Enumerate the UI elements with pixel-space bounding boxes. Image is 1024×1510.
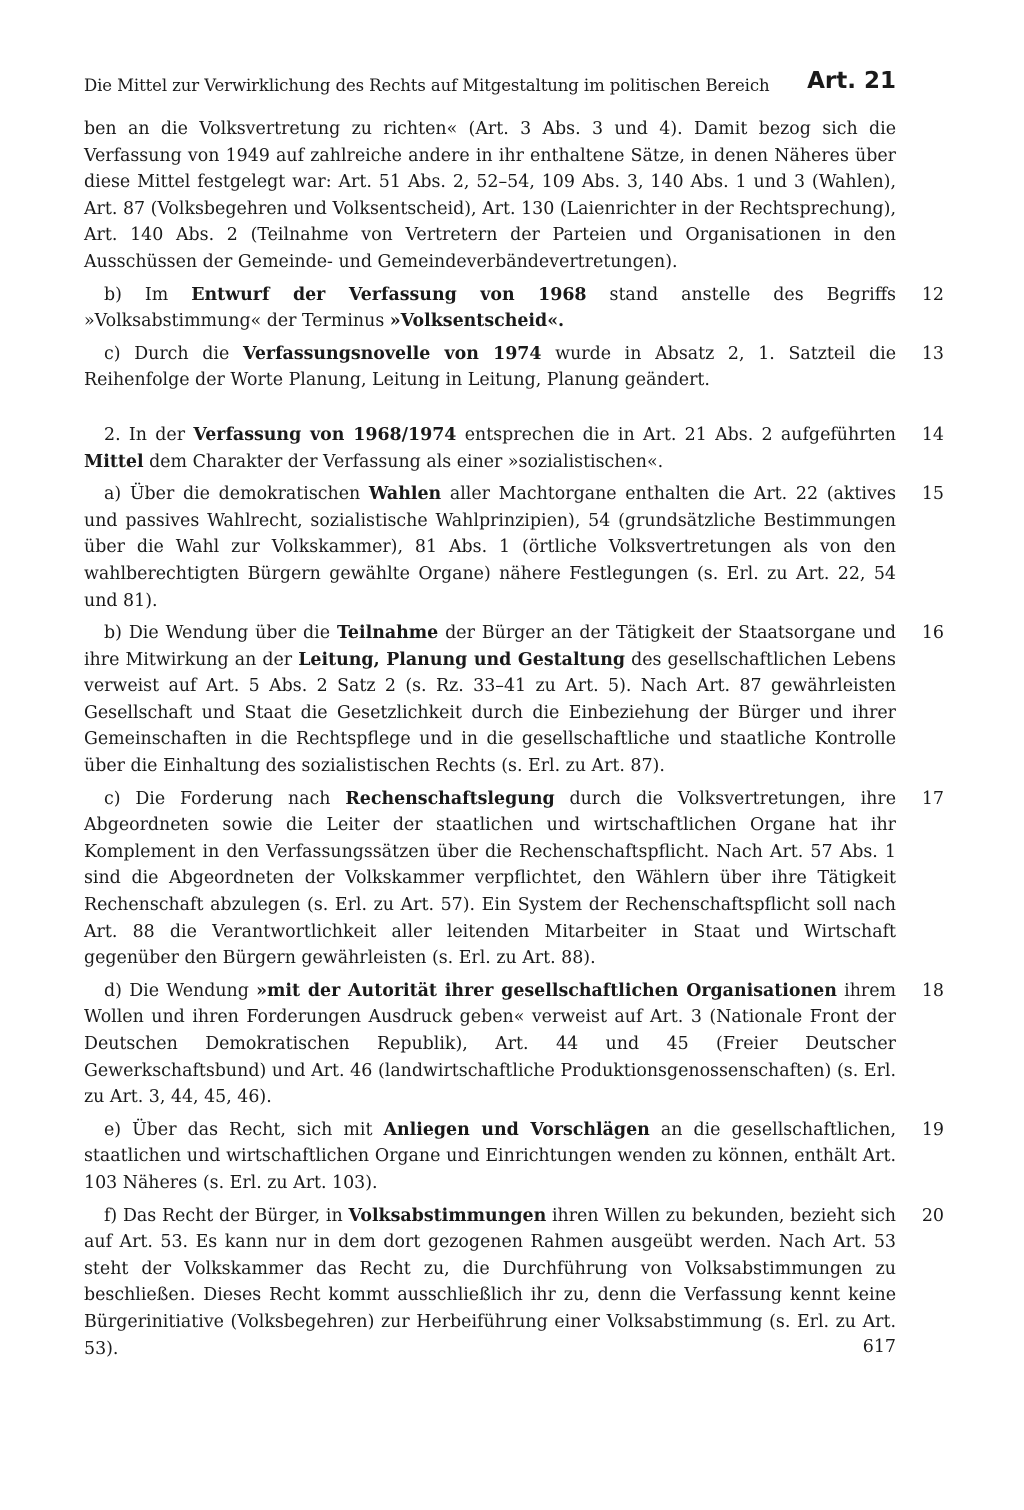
bold-term: Volksabstimmungen: [348, 1205, 547, 1226]
text-run: wurde in Absatz 2, 1. Satzteil die Reihenfolge der Worte Planung, Leitung in Leitung, Planung geändert.: [84, 343, 896, 391]
bold-term: Verfassungsnovelle von 1974: [242, 343, 542, 364]
text-run: e) Über das Recht, sich mit: [104, 1119, 384, 1140]
bold-term: Anliegen und Vorschlägen: [383, 1119, 650, 1140]
paragraph: [84, 282, 944, 335]
margin-number: 18: [921, 980, 944, 1001]
bold-term: Teilnahme: [336, 623, 439, 644]
paragraph: [84, 620, 944, 780]
bold-term: Leitung, Planung und Gestaltung: [298, 649, 626, 670]
text-run: c) Die Forderung nach: [104, 788, 346, 809]
paragraph: [84, 786, 944, 972]
text-run: 2. In der: [104, 424, 194, 445]
page-number: 617: [862, 1337, 896, 1357]
text-run: stand anstelle des Begriffs »Volksabstimmung« der Terminus: [84, 284, 896, 332]
paragraph: [84, 481, 944, 614]
text-run: ben an die Volksvertretung zu richten« (Art. 3 Abs. 3 und 4). Damit bezog sich die Verfassung von 1949 auf zahlreiche andere in ihr enthaltene Sätze, in denen Näheres über diese Mittel festgelegt war: Art. 51 Abs. 2, 52–54, 109 Abs. 3, 140 Abs. 1 und 3 (Wahlen), Art. 87 (Volksbegehren und Volksentscheid), Art. 130 (Laienrichter in der Rechtsprechung), Art. 140 Abs. 2 (Teilnahme von Vertretern der Parteien und Organisationen in den Ausschüssen der Gemeinde- und Gemeindeverbändevertretungen).: [84, 119, 896, 272]
text-run: a) Über die demokratischen: [104, 484, 369, 505]
bold-term: Wahlen: [368, 484, 442, 505]
bold-term: Rechenschaftslegung: [345, 788, 555, 809]
text-run: der Bürger an der Tätigkeit der Staatsorgane und ihre Mitwirkung an der: [84, 623, 896, 670]
paragraph: [84, 1203, 944, 1363]
bold-term: »Volksentscheid«.: [389, 311, 565, 332]
paragraph: [84, 116, 896, 276]
margin-number: 14: [921, 424, 944, 445]
text-run: aller Machtorgane enthalten die Art. 22 (aktives und passives Wahlrecht, sozialistische Wahlprinzipien), 54 (grundsätzliche Bestimmungen über die Wahl zur Volkskammer), 81 Abs. 1 (örtliche Volksvertretungen als von den wahlberechtigten Bürgern gewählte Organe) nähere Festlegungen (s. Erl. zu Art. 22, 54 und 81).: [84, 484, 896, 611]
margin-number: 16: [921, 623, 944, 644]
running-header: [84, 68, 896, 102]
text-run: an die gesellschaftlichen, staatlichen und wirtschaftlichen Organe und Einrichtungen wenden zu können, enthält Art. 103 Näheres (s. Erl. zu Art. 103).: [84, 1119, 896, 1193]
paragraph: [84, 341, 944, 394]
margin-number: 17: [921, 788, 944, 809]
body-text: [84, 116, 944, 1368]
text-run: entsprechen die in Art. 21 Abs. 2 aufgeführten: [456, 424, 896, 445]
running-title: Die Mittel zur Verwirklichung des Rechts auf Mitgestaltung im politischen Bereich: [84, 76, 770, 95]
paragraph: [84, 1117, 944, 1197]
margin-number: 15: [921, 484, 944, 505]
text-run: ihrem Wollen und ihren Forderungen Ausdruck geben« verweist auf Art. 3 (Nationale Front der Deutschen Demokratischen Republik), Art. 44 und 45 (Freier Deutscher Gewerkschaftsbund) und Art. 46 (landwirtschaftliche Produktionsgenossenschaften) (s. Erl. zu Art. 3, 44, 45, 46).: [84, 980, 896, 1108]
paragraph: [84, 422, 944, 475]
paragraph: [84, 978, 944, 1111]
text-run: f) Das Recht der Bürger, in: [104, 1205, 349, 1226]
bold-term: Entwurf der Verfassung von 1968: [191, 284, 587, 305]
bold-term: Mittel: [84, 451, 144, 472]
bold-term: »mit der Autorität ihrer gesellschaftlichen Organisationen: [256, 980, 837, 1001]
margin-number: 13: [921, 343, 944, 364]
text-run: dem Charakter der Verfassung als einer »sozialistischen«.: [143, 451, 664, 472]
text-run: d) Die Wendung: [104, 980, 257, 1001]
text-run: ihren Willen zu bekunden, bezieht sich auf Art. 53. Es kann nur in dem dort gezogenen Rahmen ausgeübt werden. Nach Art. 53 steht der Volkskammer das Recht zu, die Durchführung von Volksabstimmungen zu beschließen. Dieses Recht kommt ausschließlich ihr zu, denn die Verfassung kennt keine Bürgerinitiative (Volksbegehren) zur Herbeiführung einer Volksabstimmung (s. Erl. zu Art. 53).: [84, 1205, 896, 1359]
text-run: durch die Volksvertretungen, ihre Abgeordneten sowie die Leiter der staatlichen und wirtschaftlichen Organe hat ihr Komplement in den Verfassungssätzen über die Rechenschaftspflicht. Nach Art. 57 Abs. 1 sind die Abgeordneten der Volkskammer verpflichtet, den Wählern über ihre Tätigkeit Rechenschaft abzulegen (s. Erl. zu Art. 57). Ein System der Rechenschaftspflicht soll nach Art. 88 die Verantwortlichkeit aller leitenden Mitarbeiter in Staat und Wirtschaft gegenüber den Bürgern gewährleisten (s. Erl. zu Art. 88).: [84, 788, 896, 969]
bold-term: Verfassung von 1968/1974: [193, 424, 457, 445]
article-label: Art. 21: [807, 68, 896, 94]
margin-number: 19: [921, 1119, 944, 1140]
text-run: c) Durch die: [104, 343, 243, 364]
margin-number: 20: [921, 1205, 944, 1226]
text-run: des gesellschaftlichen Lebens verweist auf Art. 5 Abs. 2 Satz 2 (s. Rz. 33–41 zu Art. 5). Nach Art. 87 gewährleisten Gesellschaft und Staat die Gesetzlichkeit durch die Einbeziehung der Bürger und ihrer Gemeinschaften in die Rechtspflege und in die gesellschaftliche und staatliche Kontrolle über die Einhaltung des sozialistischen Rechts (s. Erl. zu Art. 87).: [84, 649, 896, 777]
text-run: b) Die Wendung über die: [104, 623, 337, 644]
margin-number: 12: [921, 284, 944, 305]
text-run: b) Im: [104, 284, 192, 305]
